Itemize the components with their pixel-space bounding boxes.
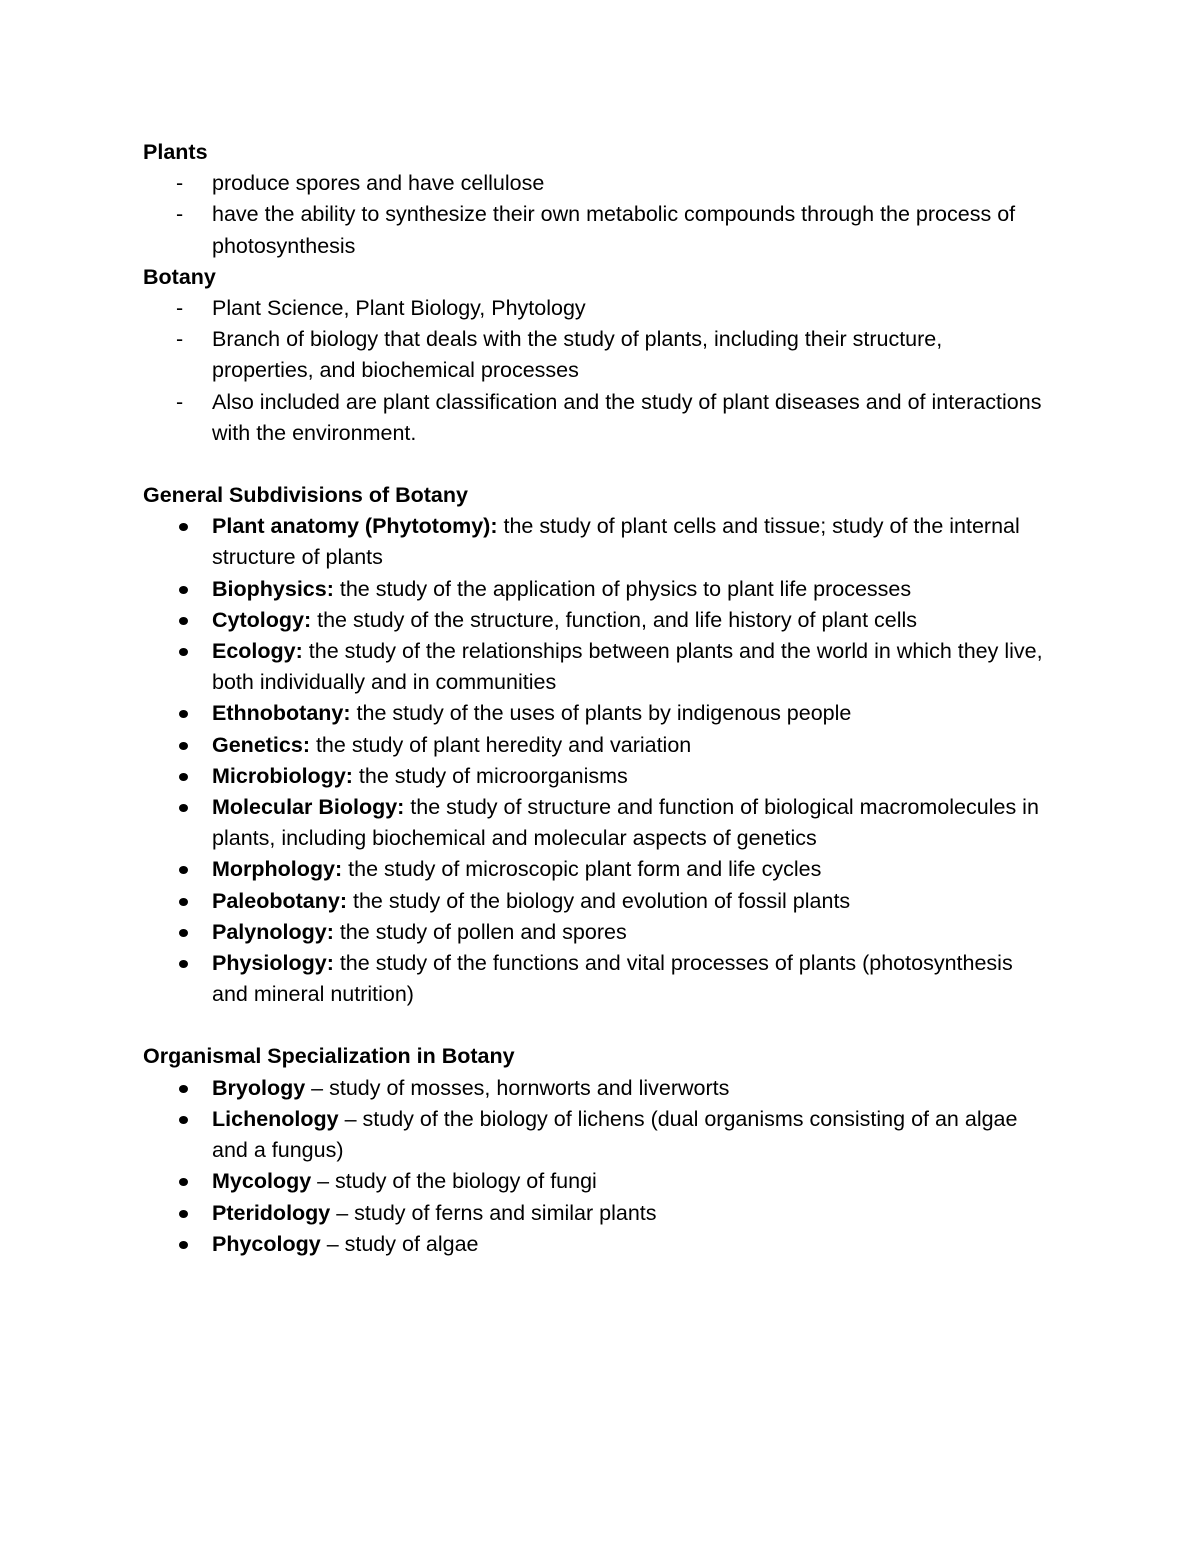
plants-list — [143, 168, 1043, 262]
bullet-icon — [179, 960, 188, 968]
list-item — [143, 792, 1043, 854]
list-item — [143, 605, 1043, 636]
bullet-icon — [179, 1116, 188, 1124]
list-item — [143, 886, 1043, 917]
definition: the study of the uses of plants by indigenous people — [350, 701, 852, 726]
botany-list — [143, 293, 1043, 449]
list-item — [143, 948, 1043, 1010]
bullet-icon — [179, 648, 188, 656]
subdivisions-heading: General Subdivisions of Botany — [143, 483, 468, 508]
list-item — [143, 730, 1043, 761]
list-item — [143, 1073, 1043, 1104]
term: Morphology: — [212, 857, 343, 882]
term: Ethnobotany: — [212, 701, 351, 726]
definition: the study of microscopic plant form and life cycles — [342, 857, 822, 882]
term: Plant anatomy (Phytotomy): — [212, 514, 498, 539]
term: Microbiology: — [212, 763, 353, 788]
dash-marker: - — [176, 327, 184, 352]
document-page — [143, 137, 1043, 1260]
dash-marker: - — [176, 296, 184, 321]
list-item: - have the ability to synthesize their own metabolic compounds through the process of photosynthesis — [143, 199, 1043, 261]
definition: the study of the biology and evolution of fossil plants — [347, 888, 851, 913]
bullet-icon — [179, 1241, 188, 1249]
definition: the study of the functions and vital processes of plants (photosynthesis and mineral nutrition) — [212, 951, 1013, 1007]
organismal-heading: Organismal Specialization in Botany — [143, 1044, 515, 1069]
list-item — [143, 1198, 1043, 1229]
term: Lichenology — [212, 1106, 339, 1131]
definition: – study of the biology of fungi — [311, 1169, 597, 1194]
term: Cytology: — [212, 607, 312, 632]
list-item — [143, 1104, 1043, 1166]
definition: the study of the application of physics to plant life processes — [333, 576, 912, 601]
list-item: - Also included are plant classification and the study of plant diseases and of interactions with the environment. — [143, 387, 1043, 449]
term: Palynology: — [212, 919, 334, 944]
bullet-icon — [179, 742, 188, 750]
bullet-icon — [179, 773, 188, 781]
list-item — [143, 1166, 1043, 1197]
bullet-icon — [179, 617, 188, 625]
list-item — [143, 1229, 1043, 1260]
plants-heading: Plants — [143, 140, 208, 164]
bullet-icon — [179, 586, 188, 594]
term: Ecology: — [212, 639, 303, 664]
term: Pteridology — [212, 1200, 331, 1225]
list-item: - produce spores and have cellulose — [143, 168, 1043, 199]
term: Bryology — [212, 1075, 306, 1100]
definition: – study of ferns and similar plants — [330, 1200, 657, 1225]
list-item: - Branch of biology that deals with the study of plants, including their structure, properties, and biochemical processes — [143, 324, 1043, 386]
definition: the study of the relationships between plants and the world in which they live, both individually and in communities — [212, 639, 1043, 695]
bullet-icon — [179, 1178, 188, 1186]
term: Mycology — [212, 1169, 312, 1194]
dash-marker: - — [176, 389, 184, 414]
organismal-list — [143, 1073, 1043, 1260]
botany-heading: Botany — [143, 264, 216, 289]
definition: the study of microorganisms — [352, 763, 628, 788]
bullet-icon — [179, 898, 188, 906]
list-item — [143, 917, 1043, 948]
list-item: - Plant Science, Plant Biology, Phytology — [143, 293, 1043, 324]
bullet-icon — [179, 710, 188, 718]
list-item — [143, 761, 1043, 792]
definition: the study of the structure, function, and life history of plant cells — [311, 607, 918, 632]
bullet-icon — [179, 1085, 188, 1093]
term: Physiology: — [212, 951, 334, 976]
bullet-icon — [179, 929, 188, 937]
subdivisions-list — [143, 511, 1043, 1010]
term: Biophysics: — [212, 576, 334, 601]
definition: the study of structure and function of biological macromolecules in plants, including biochemical and molecular aspects of genetics — [212, 795, 1039, 851]
definition: – study of mosses, hornworts and liverworts — [305, 1075, 730, 1100]
definition: – study of the biology of lichens (dual organisms consisting of an algae and a fungus) — [212, 1106, 1018, 1163]
definition: the study of plant heredity and variation — [309, 732, 692, 757]
definition: – study of algae — [320, 1231, 479, 1256]
list-item — [143, 854, 1043, 885]
list-item — [143, 698, 1043, 729]
list-item — [143, 574, 1043, 605]
definition: the study of pollen and spores — [333, 919, 627, 944]
term: Genetics: — [212, 732, 310, 757]
term: Phycology — [212, 1231, 321, 1256]
definition: the study of plant cells and tissue; study of the internal structure of plants — [212, 514, 1020, 570]
list-item — [143, 636, 1043, 698]
dash-marker: - — [176, 171, 184, 196]
bullet-icon — [179, 1210, 188, 1218]
bullet-icon — [179, 804, 188, 812]
term: Molecular Biology: — [212, 795, 405, 820]
term: Paleobotany: — [212, 888, 347, 913]
bullet-icon — [179, 866, 188, 874]
dash-marker: - — [176, 202, 184, 227]
list-item — [143, 511, 1043, 573]
bullet-icon — [179, 523, 188, 531]
